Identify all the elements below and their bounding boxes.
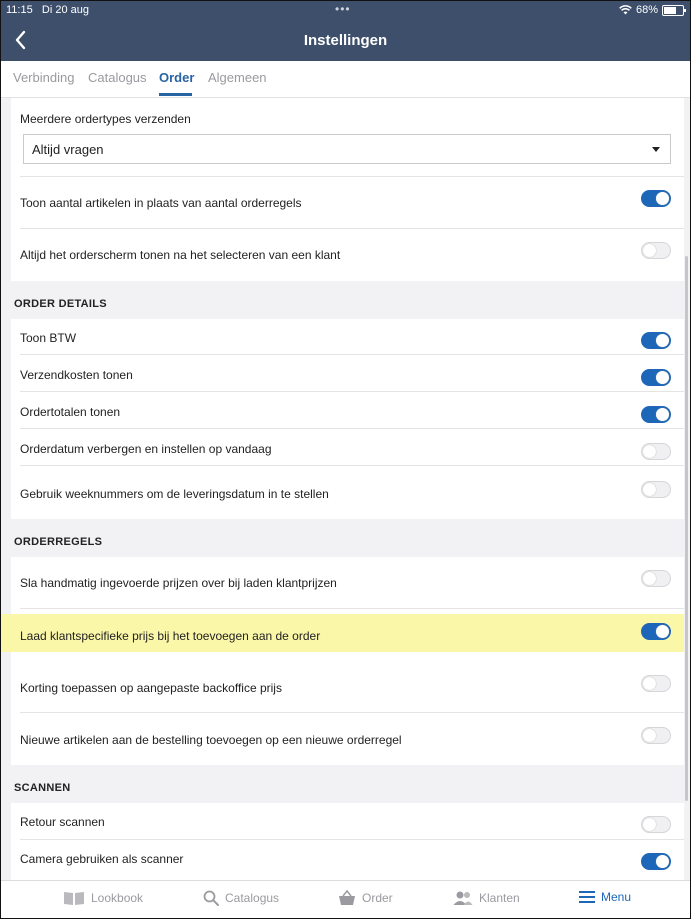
tab-catalogus[interactable]: Catalogus <box>88 70 147 85</box>
tab-verbinding[interactable]: Verbinding <box>13 70 75 85</box>
bottom-tab-lookbook[interactable] <box>63 890 143 906</box>
toggle-knob <box>656 855 669 868</box>
status-time: 11:15 <box>6 4 33 16</box>
bottom-tab-label: Order <box>362 891 393 905</box>
toggle-camera-scanner[interactable] <box>641 853 671 870</box>
section-title-orderregels: ORDERREGELS <box>14 536 103 548</box>
multi-order-label: Meerdere ordertypes verzenden <box>20 112 191 126</box>
toggle-discount-backoffice-price[interactable] <box>641 675 671 692</box>
multitask-dots-icon[interactable]: ••• <box>335 2 351 16</box>
toggle-knob <box>643 818 656 831</box>
divider <box>20 176 684 177</box>
toggle-knob <box>643 445 656 458</box>
menu-icon <box>579 890 595 904</box>
toggle-new-order-line[interactable] <box>641 727 671 744</box>
toggle-always-show-order-screen[interactable] <box>641 242 671 259</box>
header <box>1 1 690 61</box>
divider <box>20 839 684 840</box>
toggle-return-scan[interactable] <box>641 816 671 833</box>
toggle-week-numbers[interactable] <box>641 481 671 498</box>
toggle-row-label: Orderdatum verbergen en instellen op vandaag <box>20 442 272 456</box>
general-order-card <box>11 98 684 281</box>
divider <box>20 354 684 355</box>
orderregels-card-lower <box>11 660 684 765</box>
toggle-row-label: Laad klantspecifieke prijs bij het toevoegen aan de order <box>20 629 321 643</box>
toggle-knob <box>643 483 656 496</box>
multi-order-select[interactable] <box>23 134 671 164</box>
toggle-knob <box>656 408 669 421</box>
status-indicators <box>619 4 684 16</box>
bottom-tab-label: Catalogus <box>225 891 280 905</box>
bottom-tab-catalogus[interactable] <box>203 890 279 906</box>
toggle-row-label: Toon BTW <box>20 331 77 345</box>
toggle-row-label: Nieuwe artikelen aan de bestelling toevoegen op een nieuwe orderregel <box>20 733 402 747</box>
scrollbar[interactable] <box>685 256 688 801</box>
settings-tabs <box>1 61 690 98</box>
wifi-icon <box>619 5 632 15</box>
toggle-knob <box>656 625 669 638</box>
toggle-knob <box>643 677 656 690</box>
toggle-row-label: Sla handmatig ingevoerde prijzen over bij laden klantprijzen <box>20 576 337 590</box>
toggle-show-article-count[interactable] <box>641 190 671 207</box>
bottom-tab-label: Menu <box>601 890 632 904</box>
toggle-row-label: Retour scannen <box>20 815 105 829</box>
bottom-tab-klanten[interactable] <box>453 890 520 906</box>
toggle-hide-order-date[interactable] <box>641 443 671 460</box>
status-time-date <box>6 4 89 16</box>
toggle-knob <box>643 244 656 257</box>
order-details-card <box>11 319 684 519</box>
toggle-row-label: Ordertotalen tonen <box>20 405 121 419</box>
toggle-knob <box>656 192 669 205</box>
divider <box>20 228 684 229</box>
bottom-tab-menu[interactable] <box>579 890 631 904</box>
toggle-shipping-costs[interactable] <box>641 369 671 386</box>
toggle-row-label: Korting toepassen op aangepaste backoffice prijs <box>20 681 282 695</box>
tab-order[interactable]: Order <box>159 70 195 85</box>
bottom-tab-order[interactable] <box>338 890 393 906</box>
toggle-knob <box>656 334 669 347</box>
divider <box>20 428 684 429</box>
divider <box>20 608 684 609</box>
toggle-knob <box>643 729 656 742</box>
toggle-row-label: Camera gebruiken als scanner <box>20 852 184 866</box>
bottom-tab-bar <box>1 880 690 919</box>
section-title-order-details: ORDER DETAILS <box>14 298 107 310</box>
toggle-knob <box>656 371 669 384</box>
search-icon <box>203 890 219 906</box>
toggle-order-totals[interactable] <box>641 406 671 423</box>
toggle-row-label: Altijd het orderscherm tonen na het selecteren van een klant <box>20 248 341 262</box>
toggle-show-vat[interactable] <box>641 332 671 349</box>
toggle-load-customer-price[interactable] <box>641 623 671 640</box>
caret-down-icon <box>652 147 660 152</box>
scannen-card <box>11 803 684 880</box>
toggle-skip-manual-prices[interactable] <box>641 570 671 587</box>
battery-icon <box>662 5 684 16</box>
divider <box>20 712 684 713</box>
bottom-tab-label: Klanten <box>479 891 520 905</box>
page-title: Instellingen <box>303 32 388 49</box>
toggle-row-label: Toon aantal artikelen in plaats van aantal orderregels <box>20 196 302 210</box>
battery-percent: 68% <box>635 4 658 16</box>
toggle-row-label: Verzendkosten tonen <box>20 368 133 382</box>
section-title-scannen: SCANNEN <box>14 782 71 794</box>
multi-order-select-value: Altijd vragen <box>32 142 104 157</box>
status-date: Di 20 aug <box>41 4 89 16</box>
divider <box>20 465 684 466</box>
toggle-row-label: Gebruik weeknummers om de leveringsdatum in te stellen <box>20 487 329 501</box>
book-icon <box>63 890 85 906</box>
bottom-tab-label: Lookbook <box>91 891 144 905</box>
highlighted-row[interactable] <box>1 614 684 652</box>
users-icon <box>453 890 473 906</box>
basket-icon <box>338 890 356 906</box>
divider <box>20 391 684 392</box>
active-tab-indicator <box>159 93 192 96</box>
tab-algemeen[interactable]: Algemeen <box>208 70 267 85</box>
toggle-knob <box>643 572 656 585</box>
